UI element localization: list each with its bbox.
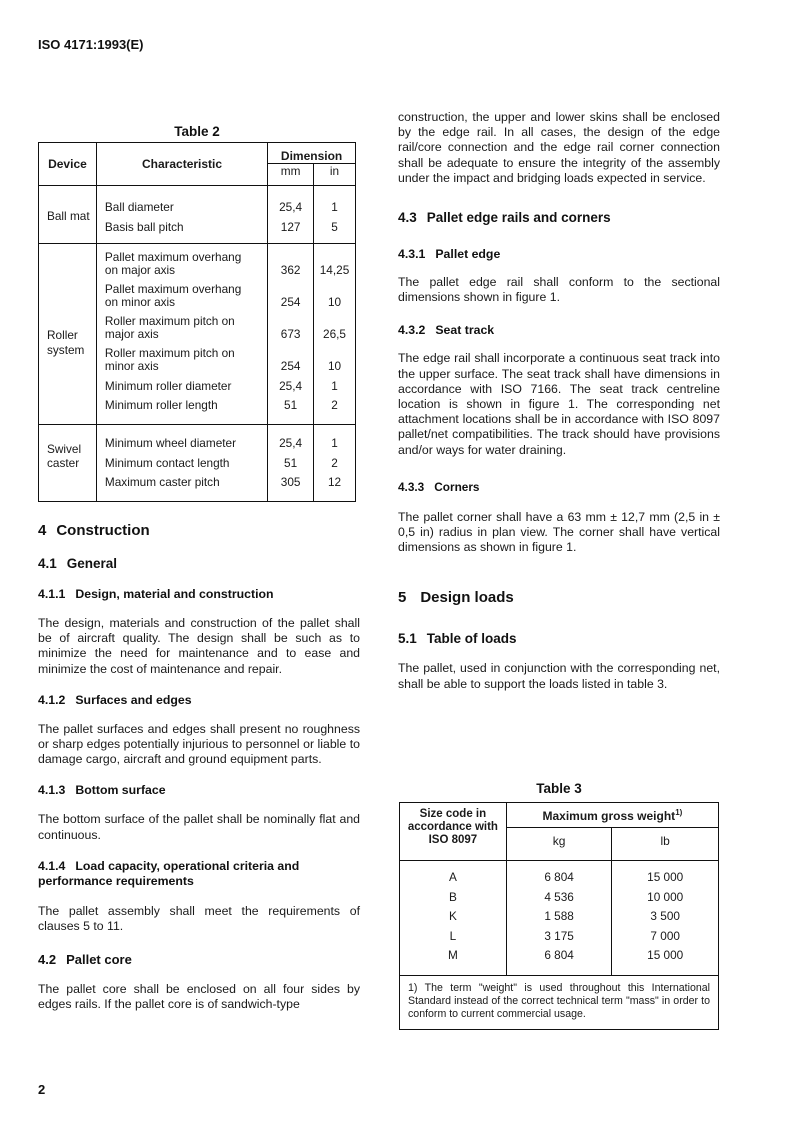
in-value: 2 — [331, 398, 338, 412]
size-code: M — [447, 948, 458, 962]
table-3-footnote: 1) The term "weight" is used throughout this International Standard instead of the correct technical term "mass" in order to conform to current commercial usage. — [400, 975, 719, 1029]
col-header-in: in — [314, 164, 356, 186]
lb-value: 15 000 — [647, 948, 684, 962]
characteristic-cell: Minimum roller length — [104, 398, 218, 412]
document-header: ISO 4171:1993(E) — [38, 37, 144, 52]
device-cell — [39, 425, 97, 502]
right-column — [398, 110, 720, 692]
col-header-dimension: Dimension — [268, 143, 356, 164]
kg-value: 1 588 — [544, 909, 574, 923]
table-row-group — [39, 244, 356, 425]
paragraph: The pallet assembly shall meet the requirements of clauses 5 to 11. — [38, 903, 360, 934]
in-value: 10 — [327, 359, 342, 373]
section-4-1-1-heading: 4.1.1 Design, material and construction — [38, 587, 274, 601]
mm-value: 51 — [284, 455, 298, 470]
mm-value: 127 — [280, 219, 301, 234]
characteristic-cell: Minimum contact length — [104, 455, 230, 470]
in-value: 5 — [331, 219, 338, 234]
size-code: A — [448, 870, 457, 884]
section-4-3-3-heading: 4.3.3 Corners — [398, 479, 480, 494]
lb-value: 7 000 — [650, 928, 680, 943]
left-column — [38, 522, 360, 1013]
kg-value: 4 536 — [544, 889, 574, 904]
section-4-3-heading: 4.3 Pallet edge rails and corners — [398, 210, 611, 226]
mm-value: 254 — [280, 359, 301, 373]
mm-value: 362 — [280, 263, 301, 277]
kg-value: 6 804 — [544, 948, 574, 962]
paragraph: construction, the upper and lower skins shall be enclosed by the edge rail. In all cases, the design of the edge rail/core connection and the edge rail corner connection shall be adequate to ensure the integrity of the assembly under the impact and bridging loads expected in service. — [398, 110, 720, 185]
device-label: caster — [47, 455, 80, 470]
mm-value: 673 — [280, 327, 301, 341]
paragraph: The pallet core shall be enclosed on all four sides by edges rails. If the pallet core is of sandwich-type — [38, 982, 360, 1012]
col-header-max-weight: Maximum gross weight$^{1)}$ — [506, 803, 718, 828]
col-header-characteristic: Characteristic — [96, 143, 267, 186]
characteristic-cell: Basis ball pitch — [104, 219, 184, 234]
in-value: 2 — [331, 455, 338, 470]
device-cell — [39, 186, 97, 244]
page-number: 2 — [38, 1082, 46, 1097]
col-header-mm: mm — [268, 164, 314, 186]
col-header-size-code: Size code in accordance with ISO 8097 — [407, 808, 498, 846]
section-4-1-heading: 4.1 General — [38, 556, 118, 571]
paragraph: The bottom surface of the pallet shall be nominally flat and continuous. — [38, 812, 360, 842]
paragraph: The pallet surfaces and edges shall present no roughness or sharp edges potentially injurious to personnel or liable to damage cargo, aircraft and ground equipment parts. — [38, 721, 360, 767]
table-3 — [399, 802, 719, 1030]
col-header-kg: kg — [506, 828, 612, 861]
col-header-device: Device — [39, 143, 97, 186]
mm-value: 305 — [280, 475, 301, 489]
section-5-heading: 5 Design loads — [398, 589, 514, 607]
characteristic-cell: Minimum wheel diameter — [104, 436, 237, 450]
in-value: 10 — [327, 295, 342, 309]
col-header-lb: lb — [612, 828, 719, 861]
section-4-heading: 4 Construction — [38, 522, 150, 539]
section-4-1-3-heading: 4.1.3 Bottom surface — [38, 783, 166, 798]
section-4-3-2-heading: 4.3.2 Seat track — [398, 323, 495, 338]
device-label: system — [47, 343, 85, 357]
paragraph: The pallet, used in conjunction with the corresponding net, shall be able to support the loads listed in table 3. — [398, 661, 720, 691]
characteristic-cell: Ball diameter — [104, 200, 174, 214]
device-label: Swivel — [47, 442, 82, 456]
characteristic-cell: Pallet maximum overhang on minor axis — [104, 282, 242, 310]
device-label: Ball mat — [47, 209, 90, 223]
mm-value: 51 — [284, 398, 298, 412]
table-2 — [38, 142, 356, 502]
section-4-1-2-heading: 4.1.2 Surfaces and edges — [38, 692, 192, 707]
device-cell — [39, 244, 97, 425]
kg-value: 3 175 — [544, 928, 574, 943]
characteristic-cell: Roller maximum pitch on major axis — [104, 314, 235, 342]
in-value: 14,25 — [319, 263, 350, 277]
size-code: L — [449, 928, 457, 943]
characteristic-cell: Minimum roller diameter — [104, 379, 232, 393]
paragraph: The design, materials and construction of the pallet shall be of aircraft quality. The design shall be such as to minimize the need for maintenance and to ease and minimize the cost of maintenance and repair. — [38, 616, 360, 676]
size-code: K — [448, 909, 457, 923]
footnote-ref: 1) — [675, 808, 683, 817]
table-row-group — [39, 425, 356, 502]
in-value: 1 — [331, 436, 338, 450]
kg-value: 6 804 — [544, 870, 574, 884]
table-row-group — [39, 186, 356, 244]
section-4-2-heading: 4.2 Pallet core — [38, 952, 132, 968]
section-5-1-heading: 5.1 Table of loads — [398, 631, 517, 647]
mm-value: 25,4 — [279, 200, 303, 214]
in-value: 26,5 — [323, 327, 346, 341]
section-4-1-4-heading: 4.1.4 Load capacity, operational criteria and performance requirements — [38, 858, 300, 888]
lb-value: 15 000 — [647, 870, 684, 884]
in-value: 1 — [331, 379, 338, 393]
mm-value: 254 — [280, 295, 301, 309]
mm-value: 25,4 — [279, 379, 303, 393]
lb-value: 10 000 — [647, 889, 684, 904]
section-4-3-1-heading: 4.3.1 Pallet edge — [398, 247, 501, 262]
characteristic-cell: Roller maximum pitch on minor axis — [104, 346, 235, 374]
device-label: Roller — [47, 328, 78, 342]
in-value: 1 — [331, 200, 338, 214]
paragraph: The pallet edge rail shall conform to the sectional dimensions shown in figure 1. — [398, 275, 720, 305]
lb-value: 3 500 — [650, 909, 680, 923]
characteristic-cell: Pallet maximum overhang on major axis — [104, 250, 242, 278]
characteristic-cell: Maximum caster pitch — [104, 475, 220, 489]
table-2-caption: Table 2 — [174, 124, 220, 139]
in-value: 12 — [327, 475, 342, 489]
table-3-caption: Table 3 — [536, 781, 582, 796]
paragraph: The pallet corner shall have a 63 mm ± 12,7 mm (2,5 in ± 0,5 in) radius in plan view. The corner shall have vertical dimensions as shown in figure 1. — [398, 509, 720, 555]
size-code: B — [448, 889, 457, 904]
mm-value: 25,4 — [279, 436, 303, 450]
paragraph: The edge rail shall incorporate a continuous seat track into the upper surface. The seat track shall have dimensions in accordance with ISO 7166. The seat track centreline location is shown in figure 1. The corresponding net attachment locations shall be in accordance with ISO 8097 pallet/net compatibilities. The track should have provisions and/or ways for water draining. — [398, 351, 720, 457]
